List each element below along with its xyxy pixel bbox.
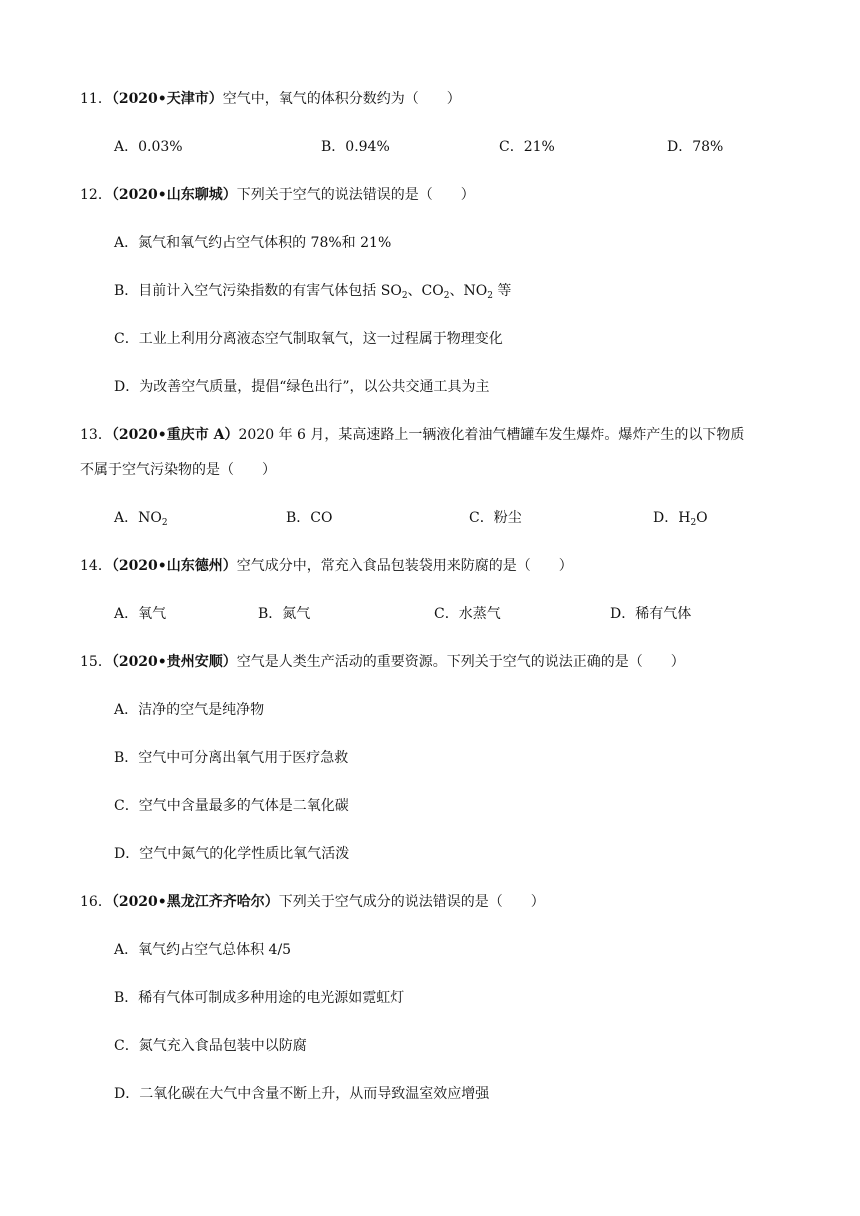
question-number: 14． (80, 558, 112, 574)
option-c: C．氮气充入食品包装中以防腐 (114, 1038, 307, 1054)
option-d: D．为改善空气质量，提倡“绿色出行”，以公共交通工具为主 (114, 379, 490, 395)
option-b: B．CO (286, 510, 333, 526)
question-text: 2020 年 6 月，某高速路上一辆液化着油气槽罐车发生爆炸。爆炸产生的以下物质 (238, 427, 745, 443)
option-c: C．粉尘 (469, 510, 522, 526)
option-c: C．21% (499, 139, 555, 155)
option-b: B．氮气 (258, 606, 311, 622)
question-source: （2020•贵州安顺） (111, 654, 237, 670)
question-source: （2020•山东德州） (111, 558, 237, 574)
question-13-stem (80, 425, 744, 445)
question-12-stem (80, 185, 475, 205)
question-number: 11． (80, 91, 112, 107)
option-d: D．二氧化碳在大气中含量不断上升，从而导致温室效应增强 (114, 1086, 490, 1102)
option-c: C．工业上利用分离液态空气制取氧气，这一过程属于物理变化 (114, 331, 503, 347)
question-text: 空气是人类生产活动的重要资源。下列关于空气的说法正确的是（ ） (236, 654, 685, 670)
question-number: 12． (80, 187, 112, 203)
question-text: 空气成分中，常充入食品包装袋用来防腐的是（ ） (236, 558, 573, 574)
question-source: （2020•山东聊城） (111, 187, 237, 203)
option-a: A．洁净的空气是纯净物 (114, 702, 265, 718)
option-b: B．目前计入空气污染指数的有害气体包括 $SO_2$、$CO_2$、$NO_2$ 等 (114, 283, 512, 301)
question-13-stem-continued: 不属于空气污染物的是（ ） (80, 462, 276, 478)
option-c: C．水蒸气 (434, 606, 501, 622)
question-number: 15． (80, 654, 112, 670)
question-source: （2020•天津市） (111, 91, 223, 107)
question-15-stem (80, 652, 685, 672)
question-16-stem (80, 892, 545, 912)
option-a: A．氧气 (114, 606, 167, 622)
question-text: 空气中，氧气的体积分数约为（ ） (222, 91, 461, 107)
option-a: A．氮气和氧气约占空气体积的 78%和 21% (114, 235, 392, 251)
question-text: 下列关于空气的说法错误的是（ ） (236, 187, 475, 203)
question-source: （2020•重庆市 A） (111, 427, 239, 443)
option-d: D．稀有气体 (610, 606, 692, 622)
option-d: D．78% (667, 139, 724, 155)
option-b: B．空气中可分离出氧气用于医疗急救 (114, 750, 349, 766)
option-b: B．0.94% (321, 139, 390, 155)
question-14-stem (80, 556, 573, 576)
question-source: （2020•黑龙江齐齐哈尔） (111, 894, 279, 910)
option-c: C．空气中含量最多的气体是二氧化碳 (114, 798, 349, 814)
question-number: 13． (80, 427, 112, 443)
option-b: B．稀有气体可制成多种用途的电光源如霓虹灯 (114, 990, 405, 1006)
option-d: D．$H_2O$ (653, 510, 708, 528)
option-a: A．$NO_2$ (114, 510, 168, 528)
question-11-stem (80, 89, 461, 109)
option-a: A．氧气约占空气总体积 4/5 (114, 942, 292, 958)
option-a: A．0.03% (114, 139, 183, 155)
question-number: 16． (80, 894, 112, 910)
question-text: 下列关于空气成分的说法错误的是（ ） (278, 894, 545, 910)
option-d: D．空气中氮气的化学性质比氧气活泼 (114, 846, 350, 862)
